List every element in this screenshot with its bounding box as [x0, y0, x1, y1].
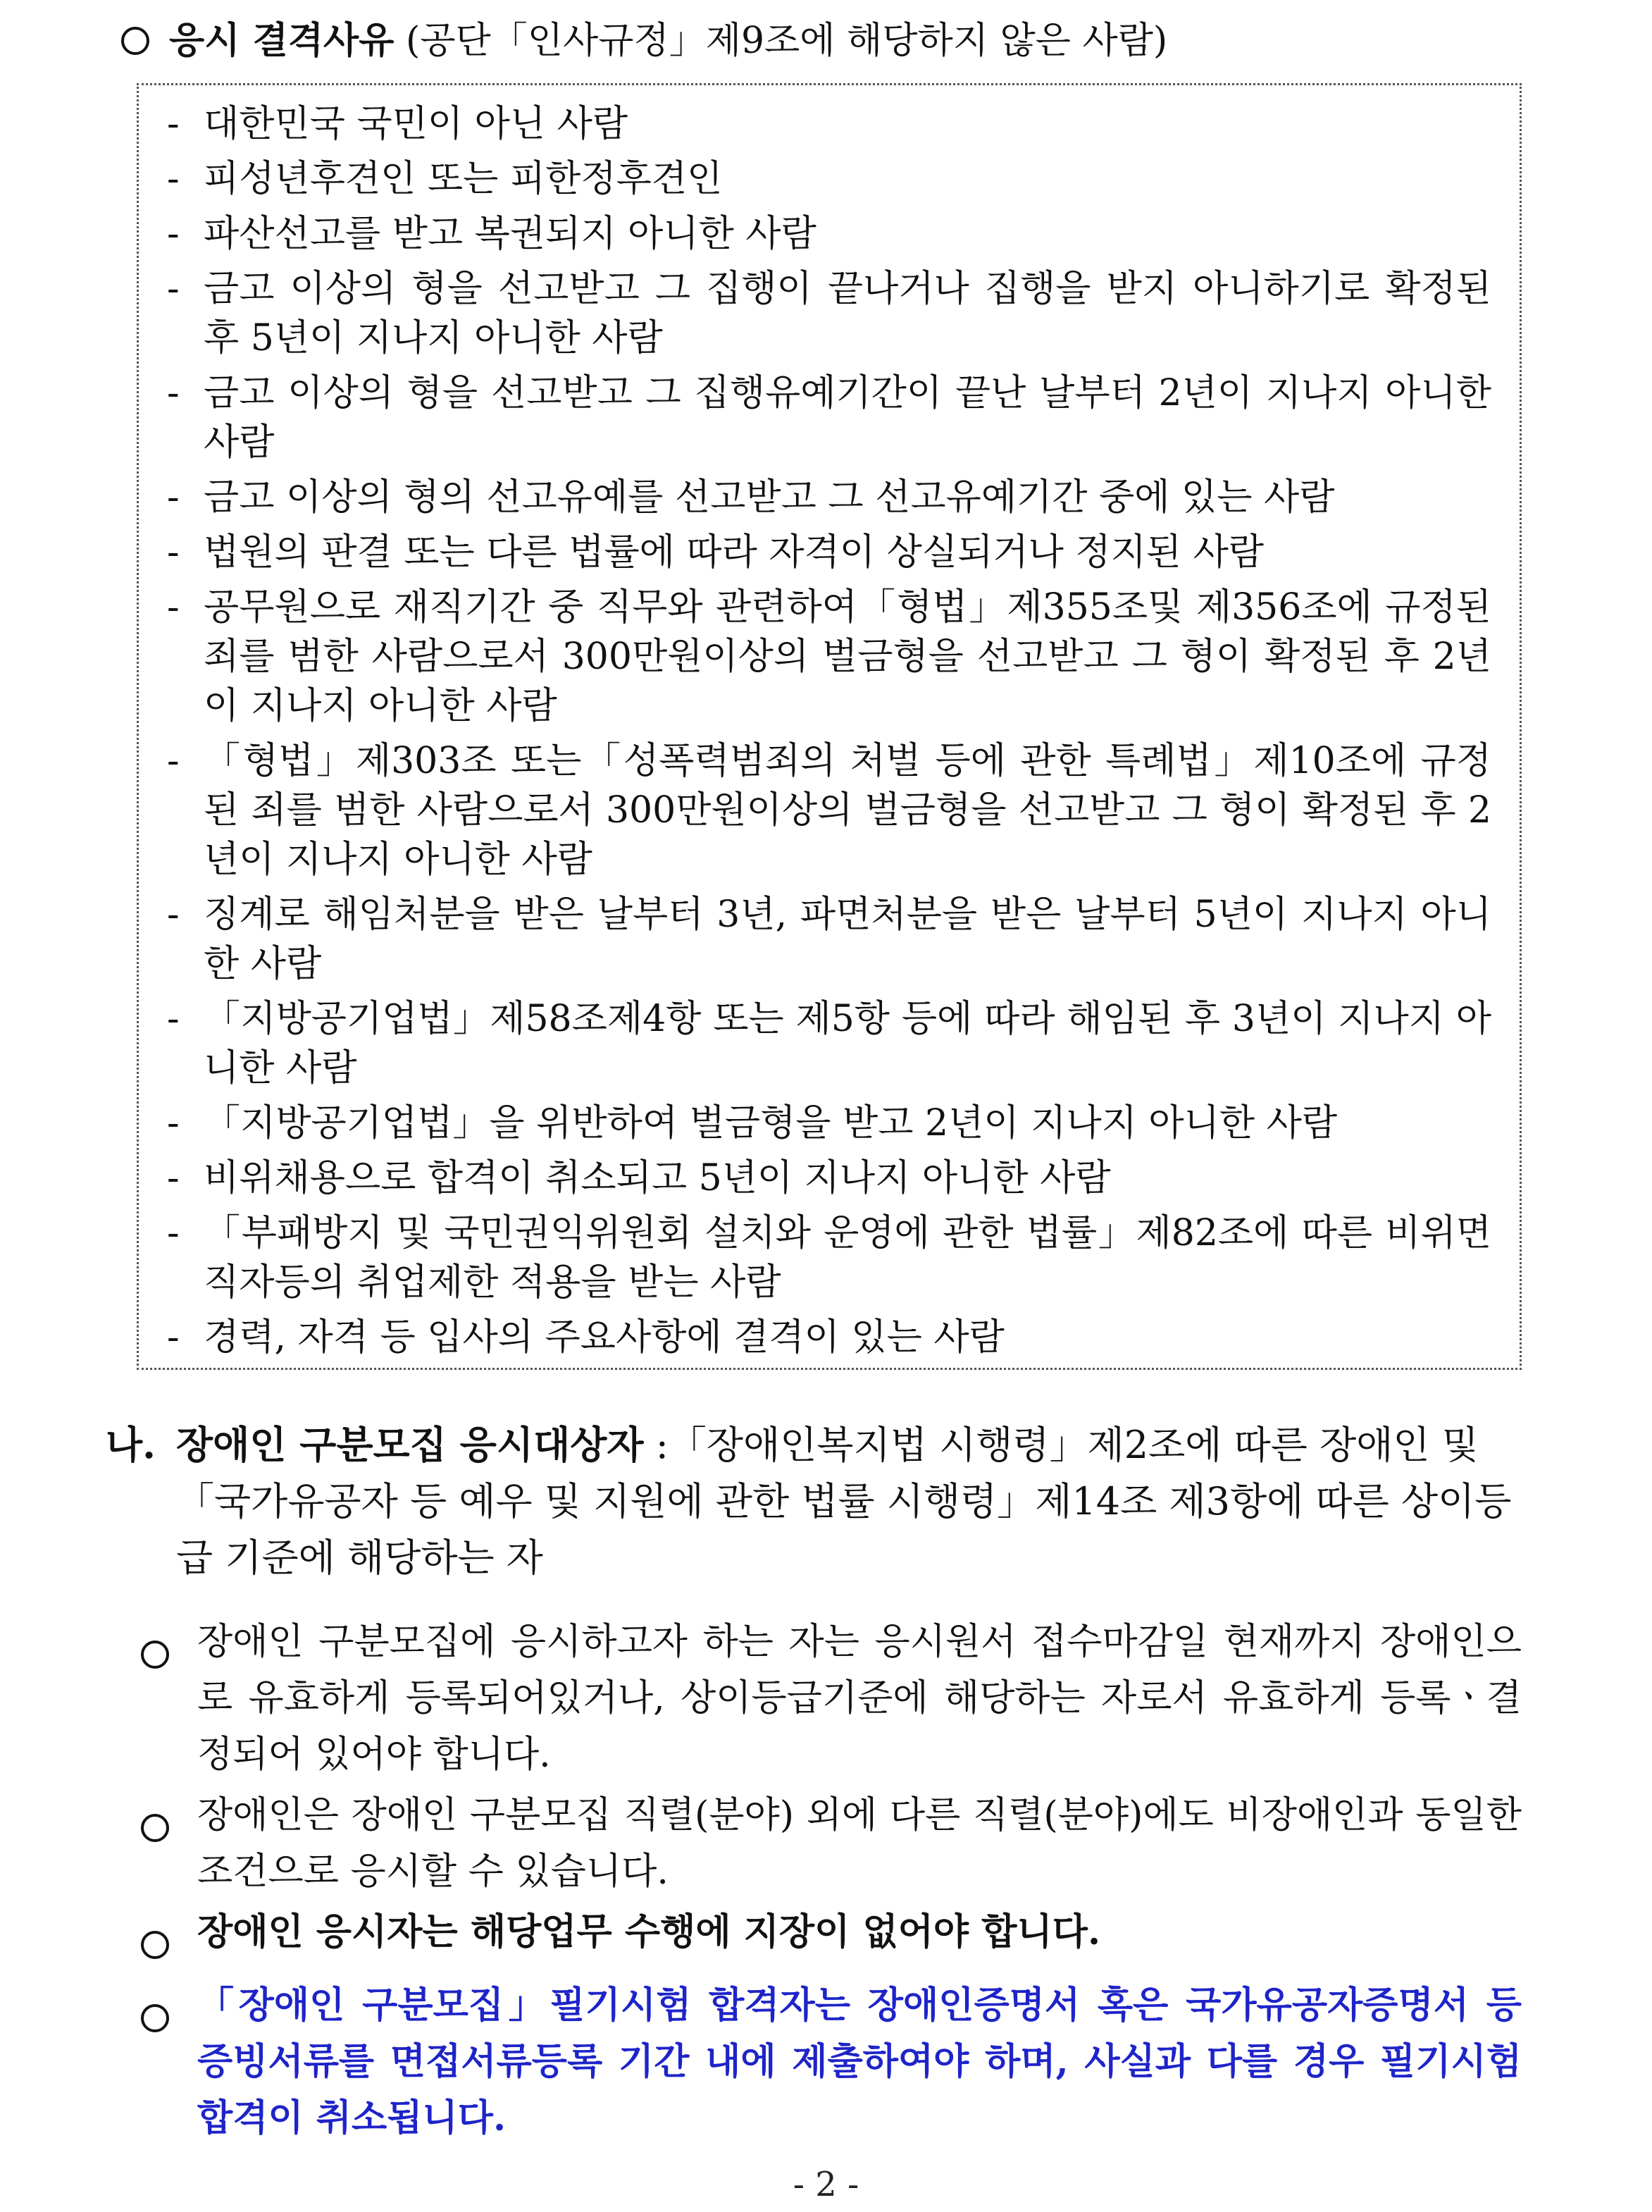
note-item-bold	[141, 1904, 1522, 1973]
criteria-item	[167, 154, 1491, 204]
page-number: - 2 -	[793, 2165, 859, 2204]
criteria-item	[167, 209, 1491, 259]
note-text: 장애인 구분모집에 응시하고자 하는 자는 응시원서 접수마감일 현재까지 장애인으로 유효하게 등록되어있거나, 상이등급기준에 해당하는 자로서 유효하게 등록ㆍ결정되어 있어야 합니다.	[197, 1621, 1522, 1776]
criteria-text: 「지방공기업법」제58조제4항 또는 제5항 등에 따라 해임된 후 3년이 지나지 아니한 사람	[204, 998, 1491, 1089]
section-title-note: (공단「인사규정」제9조에 해당하지 않은 사람)	[394, 20, 1168, 62]
note-text: 장애인은 장애인 구분모집 직렬(분야) 외에 다른 직렬(분야)에도 비장애인과 동일한 조건으로 응시할 수 있습니다.	[197, 1794, 1522, 1893]
criteria-text: 금고 이상의 형을 선고받고 그 집행유예기간이 끝난 날부터 2년이 지나지 아니한 사람	[204, 372, 1491, 464]
dash-bullet: -	[167, 1102, 180, 1144]
subsection-body	[176, 1416, 1515, 1586]
dash-bullet: -	[167, 103, 180, 145]
criteria-item	[167, 369, 1491, 467]
circle-bullet-icon	[121, 27, 149, 55]
dash-bullet: -	[167, 476, 180, 519]
criteria-item	[167, 99, 1491, 149]
subsection-text: :「장애인복지법 시행령」제2조에 따른 장애인 및「국가유공자 등 예우 및 지원에 관한 법률 시행령」제14조 제3항에 따른 상이등급 기준에 해당하는 자	[176, 1423, 1512, 1580]
dash-bullet: -	[167, 268, 180, 310]
criteria-text: 징계로 해임처분을 받은 날부터 3년, 파면처분을 받은 날부터 5년이 지나지 아니한 사람	[204, 894, 1491, 985]
disqualification-criteria-box	[137, 83, 1522, 1370]
criteria-text: 금고 이상의 형을 선고받고 그 집행이 끝나거나 집행을 받지 아니하기로 확정된 후 5년이 지나지 아니한 사람	[204, 268, 1491, 359]
criteria-item	[167, 1154, 1491, 1203]
criteria-text: 파산선고를 받고 복권되지 아니한 사람	[204, 213, 816, 255]
criteria-text: 공무원으로 재직기간 중 직무와 관련하여「형법」제355조및 제356조에 규정된 죄를 범한 사람으로서 300만원이상의 벌금형을 선고받고 그 형이 확정된 후 2년이 지나지 아니한 사람	[204, 586, 1491, 727]
note-text: 「장애인 구분모집」필기시험 합격자는 장애인증명서 혹은 국가유공자증명서 등 증빙서류를 면접서류등록 기간 내에 제출하여야 하며, 사실과 다를 경우 필기시험 합격이 취소됩니다.	[197, 1984, 1522, 2139]
criteria-text: 금고 이상의 형의 선고유예를 선고받고 그 선고유예기간 중에 있는 사람	[204, 476, 1335, 519]
criteria-text: 「지방공기업법」을 위반하여 벌금형을 받고 2년이 지나지 아니한 사람	[204, 1102, 1338, 1144]
section-title	[121, 6, 1530, 76]
criteria-text: 피성년후견인 또는 피한정후견인	[204, 158, 723, 200]
dash-bullet: -	[167, 531, 180, 574]
criteria-item	[167, 583, 1491, 731]
criteria-text: 법원의 판결 또는 다른 법률에 따라 자격이 상실되거나 정지된 사람	[204, 531, 1265, 574]
section-title-label: 응시 결격사유	[169, 19, 395, 62]
criteria-item	[167, 528, 1491, 577]
dash-bullet: -	[167, 998, 180, 1040]
notes-list	[141, 1614, 1522, 2151]
subsection-head	[106, 1416, 1515, 1586]
criteria-item	[167, 1313, 1491, 1362]
subsection-label: 장애인 구분모집 응시대상자	[176, 1422, 644, 1467]
note-item	[141, 1614, 1522, 1783]
note-text: 장애인 응시자는 해당업무 수행에 지장이 없어야 합니다.	[197, 1910, 1101, 1953]
dash-bullet: -	[167, 586, 180, 629]
criteria-item	[167, 1099, 1491, 1148]
criteria-item	[167, 994, 1491, 1093]
criteria-item	[167, 736, 1491, 884]
criteria-text: 「형법」제303조 또는「성폭력범죄의 처벌 등에 관한 특례법」제10조에 규정된 죄를 범한 사람으로서 300만원이상의 벌금형을 선고받고 그 형이 확정된 후 2년이 지나지 아니한 사람	[204, 740, 1491, 881]
criteria-text: 「부패방지 및 국민권익위원회 설치와 운영에 관한 법률」제82조에 따른 비위면직자등의 취업제한 적용을 받는 사람	[204, 1212, 1491, 1304]
subsection-marker: 나.	[106, 1422, 156, 1467]
criteria-item	[167, 473, 1491, 522]
dash-bullet: -	[167, 740, 180, 782]
criteria-item	[167, 890, 1491, 989]
note-item-highlight	[141, 1977, 1522, 2146]
dash-bullet: -	[167, 894, 180, 936]
dash-bullet: -	[167, 372, 180, 414]
dash-bullet: -	[167, 158, 180, 200]
criteria-text: 대한민국 국민이 아닌 사람	[204, 103, 628, 145]
dash-bullet: -	[167, 1157, 180, 1199]
dash-bullet: -	[167, 1212, 180, 1254]
criteria-item	[167, 1209, 1491, 1307]
criteria-item	[167, 264, 1491, 363]
circle-bullet-icon	[141, 1641, 169, 1669]
dash-bullet: -	[167, 213, 180, 255]
disabled-recruitment-heading	[106, 1416, 1515, 1586]
circle-bullet-icon	[141, 1814, 169, 1842]
dash-bullet: -	[167, 1316, 180, 1359]
circle-bullet-icon	[141, 1931, 169, 1959]
circle-bullet-icon	[141, 2004, 169, 2032]
note-item	[141, 1787, 1522, 1900]
criteria-text: 비위채용으로 합격이 취소되고 5년이 지나지 아니한 사람	[204, 1157, 1111, 1199]
criteria-text: 경력, 자격 등 입사의 주요사항에 결격이 있는 사람	[204, 1316, 1005, 1359]
